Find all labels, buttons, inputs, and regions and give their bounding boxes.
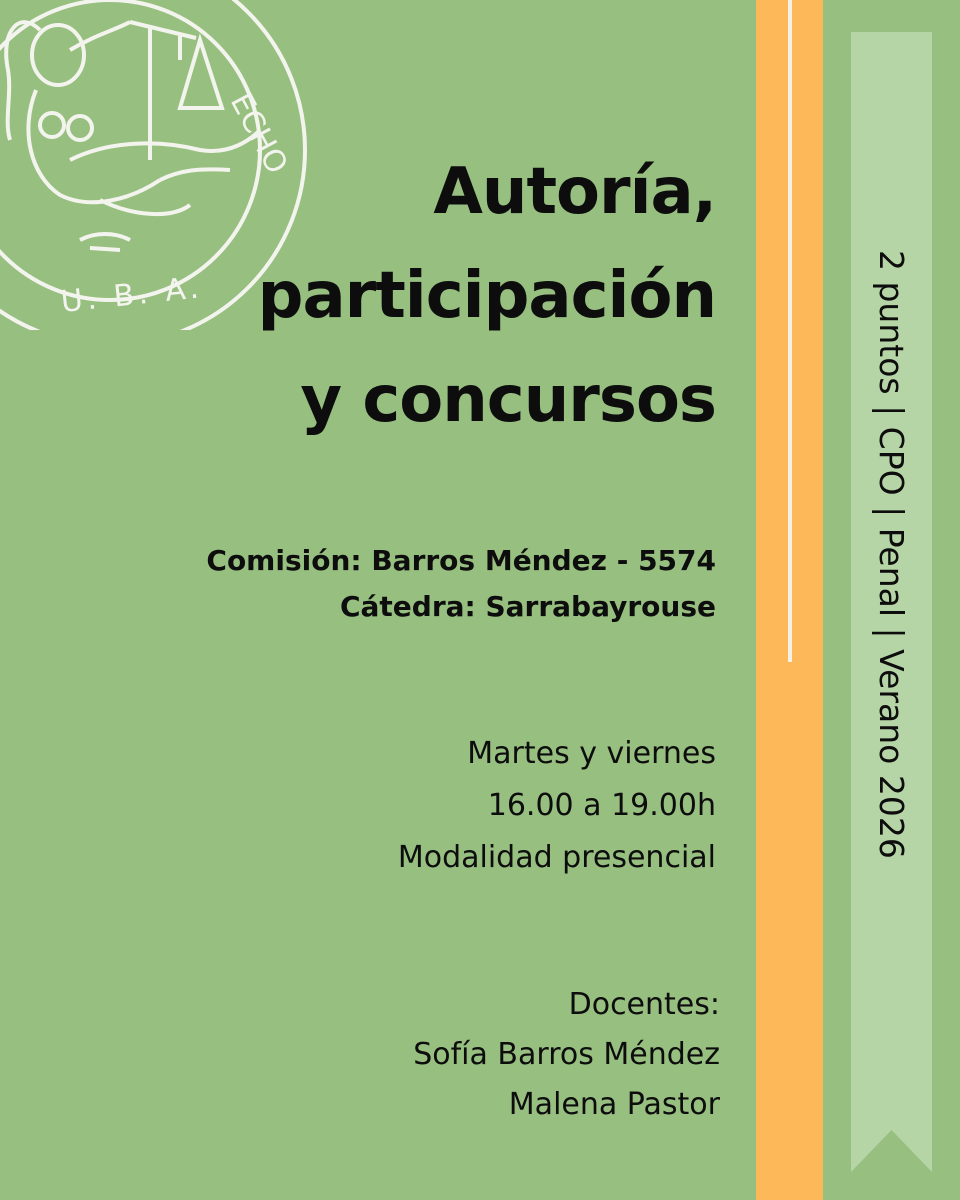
- title-line-1: Autoría,: [433, 155, 716, 229]
- schedule-days: Martes y viernes: [467, 736, 716, 771]
- ribbon-text: 2 puntos | CPO | Penal | Verano 2026: [872, 250, 911, 859]
- teachers-heading: Docentes:: [568, 987, 720, 1022]
- seal-top-text: ECHO: [222, 87, 295, 180]
- teacher-name: Sofía Barros Méndez: [413, 1037, 720, 1072]
- commission-block: [206, 538, 716, 630]
- schedule-block: [398, 728, 716, 884]
- course-title: [258, 140, 716, 452]
- schedule-modality: Modalidad presencial: [397, 840, 716, 875]
- seal-bottom-text: U. B. A.: [59, 270, 205, 320]
- commission-line: Comisión: Barros Méndez - 5574: [206, 544, 716, 577]
- schedule-hours: 16.00 a 19.00h: [487, 788, 716, 823]
- white-divider-line: [788, 0, 792, 662]
- title-line-2: participación: [257, 259, 716, 333]
- chair-line: Cátedra: Sarrabayrouse: [339, 590, 716, 623]
- teachers-block: [413, 980, 720, 1130]
- title-line-3: y concursos: [300, 363, 716, 437]
- teacher-name: Malena Pastor: [508, 1087, 720, 1122]
